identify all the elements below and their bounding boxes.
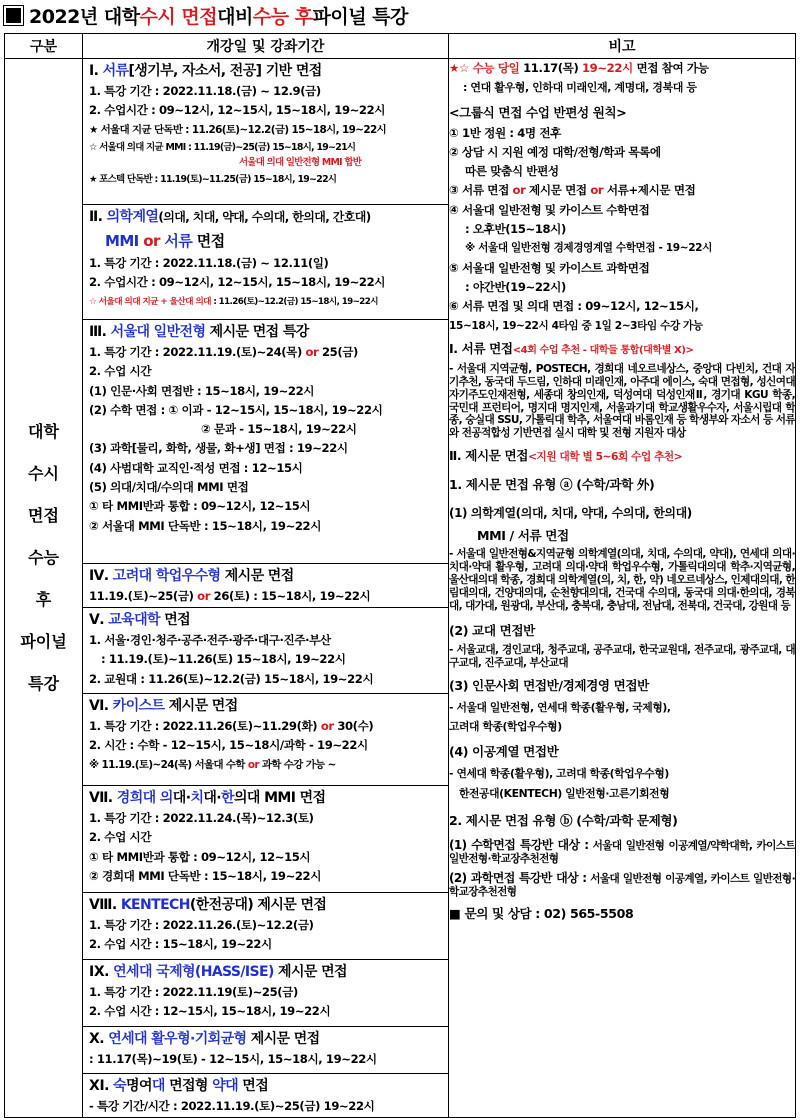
section-heading: Ⅹ. 연세대 활우형·기회균형 제시문 면접	[89, 1031, 320, 1047]
line: ★ 포스텍 단독반 : 11.19(토)~11.25(금) 15~18시, 19~22시	[89, 173, 337, 185]
line: ① 타 MMI반과 통합 : 09~12시, 12~15시	[89, 499, 311, 514]
remark-line: : 연대 활우형, 인하대 미래인재, 계명대, 경북대 등	[463, 81, 697, 95]
line: ② 서울대 MMI 단독반 : 15~18시, 19~22시	[89, 518, 322, 533]
title-part: 파이널 특강	[312, 5, 408, 28]
line: : 11.19.(토)~11.26(토) 15~18시, 19~22시	[101, 652, 346, 667]
category-heading: (4) 이공계열 면접반	[449, 744, 559, 760]
remark-line: ★☆ 수능 당일 11.17(목) 19~22시 면접 참여 가능	[449, 61, 709, 75]
remark-line: - 연세대 학종(활우형), 고려대 학종(학업우수형)	[449, 767, 669, 781]
line: 1. 특강 기간 : 2022.11.24.(목)~12.3(토)	[89, 811, 314, 825]
section-yonsei-intl	[83, 960, 448, 1027]
schedule-table	[4, 33, 796, 1118]
section-kentech	[83, 893, 448, 960]
remark-line: - 서울대 일반전형, 연세대 학종(활우형, 국제형),	[449, 700, 671, 714]
remark-line: ⑤ 서울대 일반전형 및 카이스트 과학면접	[449, 260, 650, 275]
header-period: 개강일 및 강좌기간	[83, 34, 449, 59]
section-heading: Ⅱ. 의학계열(의대, 치대, 약대, 수의대, 한의대, 간호대)	[89, 209, 371, 225]
category-body: - 서울교대, 경인교대, 청주교대, 공주교대, 한국교원대, 전주교대, 광주교대, 대구교대, 진주교대, 부산교대	[449, 643, 795, 669]
type-a-heading: 1. 제시문 면접 유형 ⓐ (수학/과학 外)	[449, 477, 655, 493]
line: 2. 수업시간 : 09~12시, 12~15시, 15~18시, 19~22시	[89, 103, 386, 118]
contact-info: ■ 문의 및 상담 : 02) 565-5508	[449, 906, 634, 922]
passage-interview-heading: Ⅱ. 제시문 면접<지원 대학 별 5~6회 수업 추천>	[449, 448, 683, 464]
line: 2. 시간 : 수학 - 12~15시, 15~18시/과학 - 19~22시	[89, 738, 368, 753]
line: : 11.17(목)~19(토) - 12~15시, 15~18시, 19~22시	[89, 1052, 377, 1066]
category-body: - 서울대 일반전형&지역균형 의학계열(의대, 치대, 수의대, 약대), 연세대 의대·치대·약대 활우형, 고려대 의대·약대 학업우수형, 가톨릭대의대 학추·지역균형, 울산대의대 학종, 경희대 의학계열(의, 치, 한, 약) 네오르네상스, 인제대의대, 한림대의대, 건양대의대, 순천향대의대, 건국대 수의대, 동국대 의대·한의대, 경북대, 대가대, 원광대, 부산대, 충북대, 충남대, 전남대, 전북대, 건국대, 강원대 등	[449, 548, 795, 612]
category-word: 수시	[28, 464, 59, 483]
line: (5) 의대/치대/수의대 MMI 면접	[89, 480, 249, 495]
remark-line: : 오후반(15~18시)	[465, 222, 566, 237]
section-medical	[83, 205, 448, 320]
title-part: 대비	[217, 5, 253, 28]
remark-line: ② 상담 시 지원 예정 대학/전형/학과 목록에	[449, 144, 661, 159]
line: 11.19.(토)~25(금) or 26(토) : 15~18시, 19~22시	[89, 589, 371, 603]
remark-line: ④ 서울대 일반전형 및 카이스트 수학면접	[449, 202, 650, 217]
line: ② 문과 - 15~18시, 19~22시	[201, 422, 357, 437]
science-target: (2) 과학면접 특강반 대상 : 서울대 일반전형 이공계열, 카이스트 일반전형·학교장추천전형	[449, 870, 795, 898]
section-kyunghee	[83, 786, 448, 893]
section-snu-general	[83, 320, 448, 564]
line: 2. 수업 시간	[89, 830, 152, 845]
category-word: 파이널	[20, 632, 67, 651]
section-heading: Ⅸ. 연세대 국제형(HASS/ISE) 제시문 면접	[89, 964, 347, 980]
line: ★ 서울대 지균 단독반 : 11.26(토)~12.2(금) 15~18시, 19~22시	[89, 123, 387, 136]
title-square-icon	[6, 8, 21, 23]
remark-line: : 야간반(19~22시)	[465, 279, 566, 294]
section-subheading: MMI or 서류 면접	[105, 232, 225, 250]
category-subheading: MMI / 서류 면접	[477, 528, 569, 544]
doc-interview-body: - 서울대 지역균형, POSTECH, 경희대 네오르네상스, 중앙대 다빈치, 건대 자기추천, 동국대 두드림, 인하대 미래인재, 아주대 에이스, 숙대 면접형, 성신여대 자기주도인재전형, 세종대 창의인재, 덕성여대 덕성인재Ⅱ, 경기대 KGU 학종, 국민대 프런티어, 명지대 명지인재, 서울과기대 학교생활우수자, 서울시립대 학종, 숭실대 SSU, 가톨릭대 학추, 서울여대 바롬인재 등 학생부와 자소서 등 서류와 전공적합성 기반면접 실시 대학 및 전형 지원자 대상	[449, 362, 795, 440]
line: ① 타 MMI반과 통합 : 09~12시, 12~15시	[89, 849, 311, 864]
title-part: 2022년 대학	[29, 5, 140, 28]
remark-line: ⑥ 서류 면접 및 의대 면접 : 09~12시, 12~15시,	[449, 299, 699, 314]
section-heading: Ⅲ. 서울대 일반전형 제시문 면접 특강	[89, 324, 309, 340]
section-document-interview	[83, 59, 448, 205]
line: (2) 수학 면접 : ① 이과 - 12~15시, 15~18시, 19~22시	[89, 402, 383, 417]
category-heading: (3) 인문사회 면접반/경제경영 면접반	[449, 677, 649, 693]
period-column	[83, 59, 449, 1118]
math-target: (1) 수학면접 특강반 대상 : 서울대 일반전형 이공계열/약학대학, 카이스트 일반전형·학교장추천전형	[449, 837, 795, 865]
line: ※ 11.19.(토)~24(목) 서울대 수학 or 과학 수강 가능 ~	[89, 758, 336, 771]
header-remarks: 비고	[449, 34, 796, 59]
line: ② 경희대 MMI 단독반 : 15~18시, 19~22시	[89, 868, 322, 883]
line: 2. 교원대 : 11.26(토)~12.2(금) 15~18시, 19~22시	[89, 671, 374, 686]
section-sookmyung	[83, 1074, 448, 1117]
remark-line: 따른 맞춤식 반편성	[465, 164, 559, 179]
section-heading: Ⅷ. KENTECH(한전공대) 제시문 면접	[89, 897, 327, 913]
title-highlight: 수능 후	[252, 5, 313, 28]
category-word: 대학	[28, 422, 59, 441]
section-heading: Ⅳ. 고려대 학업우수형 제시문 면접	[89, 568, 294, 584]
line: 1. 특강 기간 : 2022.11.26(토)~11.29(화) or 30(수)	[89, 719, 374, 733]
section-heading: Ⅶ. 경희대 의대·치대·한의대 MMI 면접	[89, 790, 326, 806]
line: 1. 특강 기간 : 2022.11.19(토)~25(금)	[89, 985, 298, 999]
category-cell	[5, 59, 83, 1118]
remark-line: 고려대 학종(학업우수형)	[449, 719, 562, 733]
line: (4) 사범대학 교직인·적성 면접 : 12~15시	[89, 460, 303, 475]
line: 2. 수업 시간 : 12~15시, 15~18시, 19~22시	[89, 1004, 331, 1019]
section-education-univ	[83, 608, 448, 694]
remark-line: ③ 서류 면접 or 제시문 면접 or 서류+제시문 면접	[449, 183, 696, 198]
title-highlight: 수시 면접	[139, 5, 218, 28]
line: ☆ 서울대 의대 지균 + 울산대 의대 : 11.26(토)~12.2(금) 15~18시, 19~22시	[89, 296, 378, 307]
category-word: 특강	[28, 674, 59, 693]
category-word: 면접	[28, 506, 59, 525]
header-category: 구분	[5, 34, 83, 59]
line: 1. 특강 기간 : 2022.11.18.(금) ~ 12.11(일)	[89, 256, 329, 270]
line: (1) 인문·사회 면접반 : 15~18시, 19~22시	[89, 383, 315, 398]
line: 1. 특강 기간 : 2022.11.18.(금) ~ 12.9(금)	[89, 84, 321, 98]
line: 2. 수업 시간 : 15~18시, 19~22시	[89, 937, 272, 952]
remark-line: 15~18시, 19~22시 4타임 중 1일 2~3타임 수강 가능	[449, 319, 703, 332]
category-heading: (2) 교대 면접반	[449, 622, 535, 638]
remark-line: ① 1반 정원 : 4명 전후	[449, 125, 561, 140]
line: 1. 서울·경인·청주·공주·전주·광주·대구·진주·부산	[89, 633, 331, 647]
line: 1. 특강 기간 : 2022.11.19.(토)~24(목) or 25(금)	[89, 345, 358, 359]
line: 2. 수업 시간	[89, 364, 152, 379]
section-yonsei-activity	[83, 1027, 448, 1074]
line: 1. 특강 기간 : 2022.11.26.(토)~12.2(금)	[89, 918, 314, 932]
section-korea-univ	[83, 564, 448, 608]
remark-line: 한전공대(KENTECH) 일반전형·고른기회전형	[459, 786, 670, 800]
line: ☆ 서울대 의대 지균 MMI : 11.19(금)~25(금) 15~18시, 19~21시	[89, 141, 356, 153]
page-title	[0, 0, 800, 30]
remarks-column	[449, 59, 796, 1118]
section-heading: Ⅴ. 교육대학 면접	[89, 612, 191, 628]
line: 서울대 의대 일반전형 MMI 합반	[239, 156, 362, 168]
type-b-heading: 2. 제시문 면접 유형 ⓑ (수학/과학 문제형)	[449, 812, 678, 828]
line: 2. 수업시간 : 09~12시, 12~15시, 15~18시, 19~22시	[89, 275, 386, 290]
doc-interview-heading: Ⅰ. 서류 면접<4회 수업 추천 - 대학들 통합(대학별 X)>	[449, 340, 694, 356]
remark-line: ※ 서울대 일반전형 경제경영계열 수학면접 - 19~22시	[465, 242, 712, 255]
category-word: 후	[35, 590, 52, 609]
category-heading: (1) 의학계열(의대, 치대, 약대, 수의대, 한의대)	[449, 506, 692, 521]
section-heading: Ⅺ. 숙명여대 면접형 약대 면접	[89, 1078, 269, 1094]
category-word: 수능	[28, 548, 59, 567]
section-kaist	[83, 694, 448, 786]
line: (3) 과학[물리, 화학, 생물, 화+생] 면접 : 19~22시	[89, 441, 348, 456]
section-heading: Ⅵ. 카이스트 제시문 면접	[89, 698, 238, 714]
line: - 특강 기간/시간 : 2022.11.19.(토)~25(금) 19~22시	[89, 1099, 375, 1113]
section-heading: Ⅰ. 서류[생기부, 자소서, 전공] 기반 면접	[89, 63, 322, 79]
group-principle-title: <그룹식 면접 수업 반편성 원칙>	[449, 104, 627, 120]
